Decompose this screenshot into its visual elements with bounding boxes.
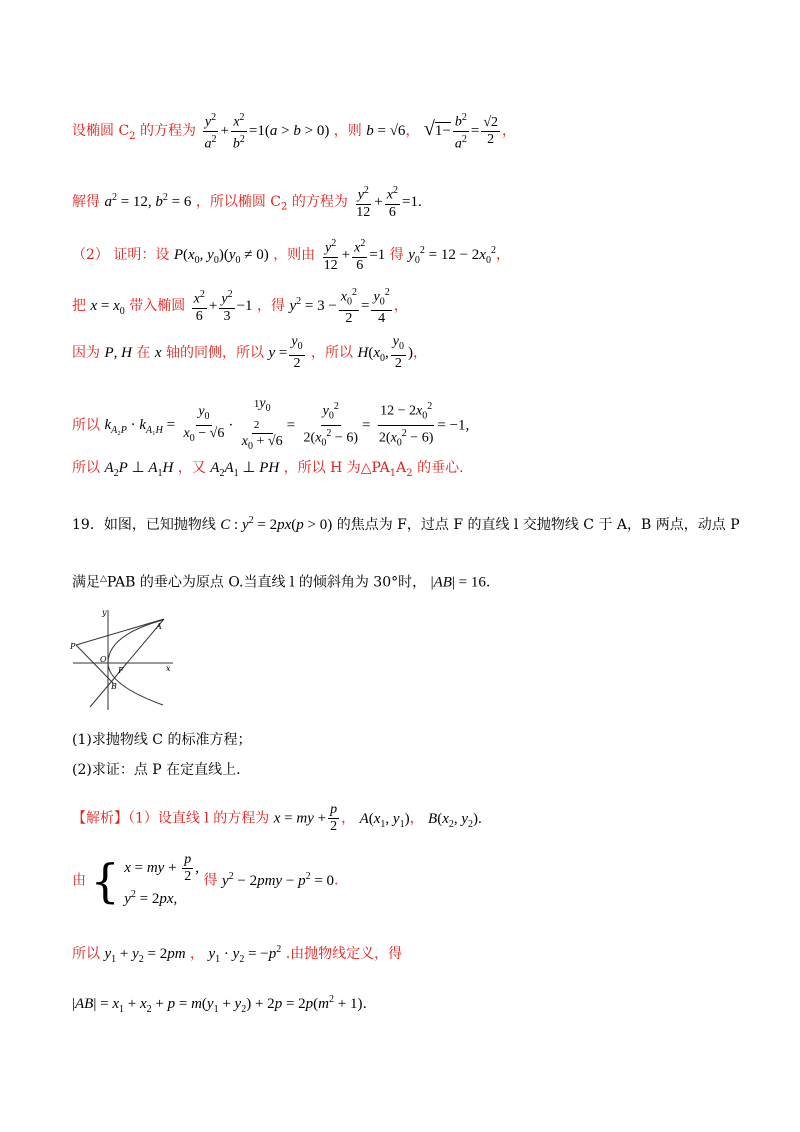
math: $\frac{x^2}{6}$: [354, 238, 366, 273]
equation-system: x = my + $\frac{p}{2}$ , $y^2 = 2px$,: [124, 852, 200, 907]
text: ，则: [333, 123, 362, 140]
text: ，所以椭圆 C: [195, 193, 282, 210]
math: $\frac{p}{2}$: [330, 802, 338, 834]
label-x: x: [166, 664, 171, 673]
text: 满足: [72, 574, 100, 591]
text: 得: [203, 872, 218, 889]
text: 1: [389, 467, 397, 479]
text: 【解析】: [72, 810, 128, 827]
math: $\frac{x^2}{6}$: [386, 185, 398, 220]
text: ，所以 H 为△PA: [283, 460, 390, 476]
text: ，则由: [273, 246, 316, 263]
line-PA: [76, 619, 164, 645]
math: $\frac{x^2}{6}$: [193, 289, 205, 325]
math: $\frac{y_0^2}{4}$: [373, 287, 390, 327]
text: 2: [129, 130, 136, 142]
math: $\frac{b^2}{a^2}$: [454, 112, 467, 152]
text: 轴的同侧，所以: [166, 344, 264, 361]
text: .由抛物线定义，得: [285, 946, 403, 962]
solution-line-4: $|AB| = x_1 + x_2 + p = m(y_1 + y_2) + 2p = 2p(m^2 + 1)$.: [72, 994, 367, 1015]
math: $\frac{x^2}{b^2}$: [232, 112, 245, 152]
math: $\frac{y^2}{12}$: [323, 238, 338, 273]
text: 19．如图，已知抛物线: [72, 517, 216, 533]
label-O: O: [100, 655, 107, 664]
math: $\frac{y^2}{3}$: [221, 289, 233, 325]
question-19-line: 19．如图，已知抛物线 C : $y^2 = 2px(p > 0)$ 的焦点为 F，过点 F 的直线 l 交抛物线 C 于 A，B 两点，动点 P: [72, 515, 740, 533]
solution-line-2: 由 { x = my + $\frac{p}{2}$ , $y^2 = 2px$, 得 $y^2 - 2pmy - p^2 = 0$.: [72, 852, 339, 908]
text: （1）设直线 l 的方程为: [128, 810, 270, 827]
substitute-line: 把 $x = x_0$ 带入椭圆 $\frac{x^2}{6}$ + $\frac{y^2}{3}$ −1 ，得 $y^2 = 3$ − $\frac{x_0^2}{2}$ = $\frac{y_0^2}{4}$ ，: [72, 287, 408, 327]
text: 2: [406, 467, 413, 479]
math: $\frac{y^2}{a^2}$: [204, 112, 217, 152]
slope-product-line: 所以 $k_{A_2P} \cdot k_{A_1H}$ = $\frac{y_0}{x_0 - √6}$ · $1y_0$ 2 $x_0 + √6$ = $\frac{y_0^2}{2(x_0^2 - 6)}$ = $\frac{12 - 2x_0^2}{2(x_0^2 - 6)}$ = −1,: [72, 396, 469, 455]
sub-question-1: (1)求抛物线 C 的标准方程；: [72, 732, 252, 748]
text: 解得: [72, 193, 100, 210]
math: $\frac{√2}{2}$: [483, 114, 498, 147]
text: PAB 的垂心为原点 O.当直线 l 的倾斜角为 30°时，: [106, 574, 427, 591]
text: 在: [136, 344, 151, 361]
solve-line: 解得 $a^2 = 12$, $b^2 = 6$ ，所以椭圆 $C_2$ 的方程为 $\frac{y^2}{12}$ + $\frac{x^2}{6}$ =1.: [72, 185, 422, 220]
line-PB: [76, 645, 113, 683]
label-y: y: [102, 608, 107, 617]
text: 得: [389, 246, 404, 263]
text: A: [396, 460, 407, 476]
math: $\frac{12 - 2x_0^2}{2(x_0^2 - 6)}$: [378, 401, 434, 449]
parabola-figure: [68, 605, 178, 715]
text: ，所以: [311, 344, 354, 361]
proof-start-line: （2） 证明：设 $P(x_0$, $y_0)(y_0 \ne 0)$ ，则由 $\frac{y^2}{12}$ + $\frac{x^2}{6}$ =1 得 $y_0^2 = 12 - 2x_0^2$，: [72, 238, 510, 273]
label-P: P: [70, 642, 76, 651]
solution-line-3: 所以 $y_1 + y_2 = 2pm$ ， $y_1 \cdot y_2 = -p^2$ .由抛物线定义，得: [72, 944, 403, 965]
text: 2: [281, 201, 288, 213]
ellipse-setup-line: 设椭圆 $C_2$ 的方程为 $\frac{y^2}{a^2}$ + $\frac{x^2}{b^2}$ =1(a > b > 0) ，则 b = √6， √1− $\frac{b^2}{a^2}$ = $\frac{√2}{2}$ ，: [72, 112, 516, 152]
text: 设椭圆 C: [72, 123, 130, 140]
text: 的方程为: [287, 193, 348, 210]
solution-line-1: 【解析】（1）设直线 l 的方程为 x = my + $\frac{p}{2}$ ， $A(x_1$, $y_1$)， $B(x_2$, $y_2$).: [72, 802, 482, 834]
text: ，又: [177, 460, 206, 476]
text: ，得: [257, 298, 285, 315]
math: $\frac{y_0}{2}$: [291, 334, 303, 371]
text: 的焦点为 F，过点 F 的直线 l 交抛物线 C 于 A，B 两点，动点 P: [336, 517, 740, 533]
sub-question-2: (2)求证：点 P 在定直线上.: [72, 762, 241, 778]
question-19-line-2: 满足△PAB 的垂心为原点 O.当直线 l 的倾斜角为 30°时， |AB| = 16.: [72, 574, 491, 591]
label-B: B: [111, 682, 117, 691]
text: 的方程为: [135, 123, 196, 140]
label-F: F: [118, 666, 124, 675]
orthocenter-line: 所以 $A_2P$ ⊥ $A_1H$ ，又 $A_2A_1$ ⊥ PH ，所以 H 为$\triangle PA_1A_2$ 的垂心.: [72, 460, 464, 479]
text: 把: [72, 298, 86, 315]
text: 所以: [72, 460, 100, 476]
math: $\frac{y_0}{2}$: [392, 334, 404, 371]
text: 的垂心.: [412, 460, 464, 476]
text: ，: [190, 946, 205, 962]
math: $\frac{y^2}{12}$: [356, 185, 371, 220]
math: $\frac{y_0^2}{2(x_0^2 - 6)}$: [303, 401, 358, 449]
text: 由: [72, 872, 86, 889]
text: 因为: [72, 344, 100, 361]
math: $\frac{x_0^2}{2}$: [340, 287, 358, 327]
text: 带入椭圆: [129, 298, 186, 315]
math: $\frac{y_0}{x_0 - √6}$: [183, 404, 225, 444]
text: 所以: [72, 946, 100, 962]
text: 所以: [72, 417, 100, 434]
same-side-line: 因为 P, H 在 x 轴的同侧，所以 y = $\frac{y_0}{2}$ ，所以 $H(x_0$, $\frac{y_0}{2}$ )，: [72, 334, 427, 371]
label-A: A: [156, 622, 162, 631]
math: $1y_0$ 2 $x_0 + √6$: [241, 396, 283, 452]
text: （2） 证明：设: [72, 246, 170, 263]
